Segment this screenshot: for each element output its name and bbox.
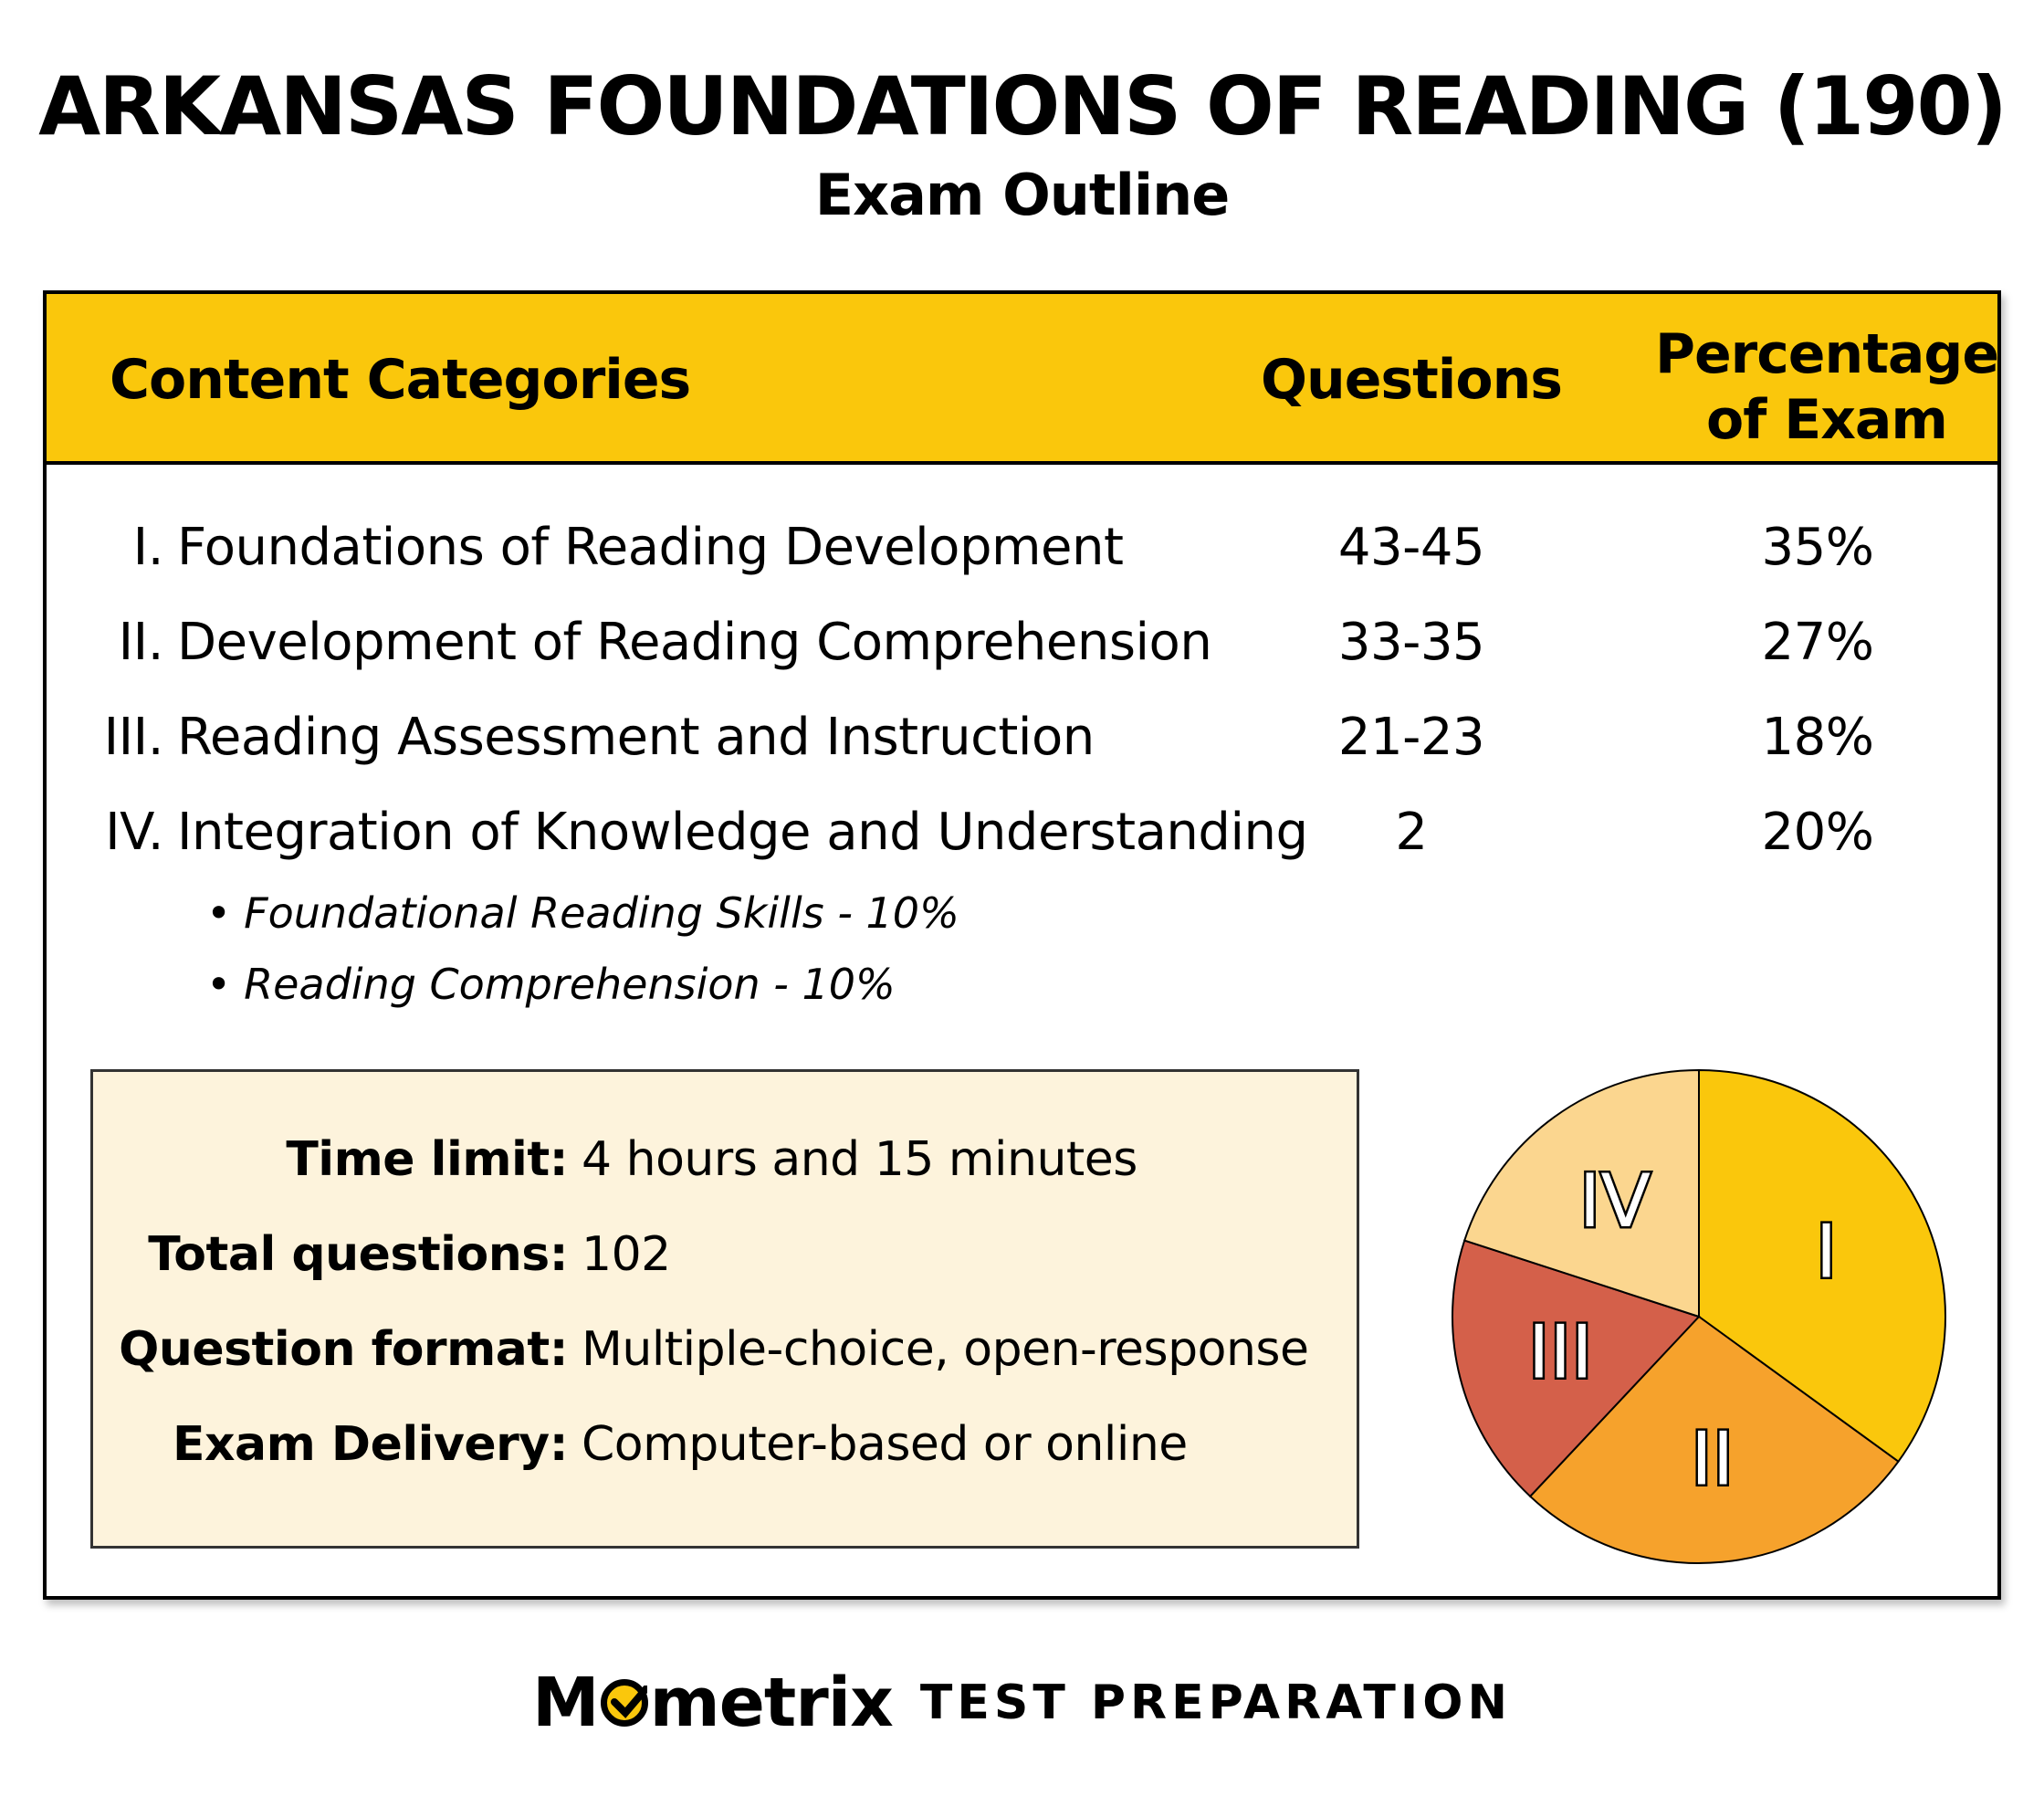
brand-letter-m: M <box>532 1664 599 1742</box>
row-number: II. <box>118 613 163 672</box>
info-label: Question format: <box>119 1322 568 1377</box>
table-header <box>47 294 1997 465</box>
header-percentage-line1: Percentage <box>1654 322 1999 386</box>
subitem-reading-comprehension <box>206 957 896 1012</box>
row-percent: 35% <box>1761 518 1874 577</box>
page-subtitle: Exam Outline <box>814 162 1230 228</box>
row-questions: 21-23 <box>1337 708 1485 767</box>
brand-tagline: TEST PREPARATION <box>919 1675 1512 1730</box>
row-category: Reading Assessment and Instruction <box>177 708 1095 767</box>
brand-wordmark <box>532 1664 893 1742</box>
row-percent: 18% <box>1761 708 1874 767</box>
info-label: Exam Delivery: <box>172 1417 568 1472</box>
pie-label-iv: IV <box>1578 1158 1651 1244</box>
info-value: Computer-based or online <box>582 1417 1188 1472</box>
table-row <box>47 606 1997 679</box>
table-row <box>47 701 1997 774</box>
info-row-question-format <box>93 1313 1362 1386</box>
exam-outline-card <box>43 290 2001 1600</box>
pie-label-i: I <box>1815 1209 1838 1295</box>
info-label: Time limit: <box>286 1132 568 1187</box>
info-value: 102 <box>582 1227 671 1282</box>
table-row <box>47 511 1997 584</box>
row-percent: 27% <box>1761 613 1874 672</box>
row-category: Integration of Knowledge and Understanding <box>177 803 1308 862</box>
header-questions: Questions <box>1260 348 1563 412</box>
info-row-total-questions <box>93 1218 1362 1291</box>
row-percent: 20% <box>1761 803 1874 862</box>
header-percentage <box>1599 321 2044 453</box>
bullet-icon: • <box>206 888 232 938</box>
exam-info-box <box>90 1069 1359 1549</box>
row-category: Foundations of Reading Development <box>177 518 1124 577</box>
row-questions: 43-45 <box>1337 518 1485 577</box>
info-label: Total questions: <box>148 1227 568 1282</box>
row-number: III. <box>103 708 163 767</box>
bullet-icon: • <box>206 960 232 1009</box>
info-row-exam-delivery <box>93 1408 1362 1481</box>
info-value: 4 hours and 15 minutes <box>582 1132 1137 1187</box>
row-questions: 33-35 <box>1337 613 1485 672</box>
pie-label-ii: II <box>1691 1416 1735 1502</box>
row-category: Development of Reading Comprehension <box>177 613 1212 672</box>
table-row <box>47 796 1997 869</box>
row-questions: 2 <box>1395 803 1428 862</box>
subitem-text: Foundational Reading Skills - 10% <box>244 888 959 938</box>
info-value: Multiple-choice, open-response <box>582 1322 1309 1377</box>
row-number: I. <box>132 518 163 577</box>
pie-label-iii: III <box>1527 1309 1593 1395</box>
percentage-pie-chart <box>1434 1052 1964 1581</box>
checkmark-icon <box>601 1679 648 1727</box>
brand-letters: metrix <box>649 1664 893 1742</box>
footer-logo <box>0 1664 2044 1742</box>
page-title: ARKANSAS FOUNDATIONS OF READING (190) <box>38 59 2006 153</box>
subitem-text: Reading Comprehension - 10% <box>244 960 896 1009</box>
row-number: IV. <box>105 803 163 862</box>
subitem-foundational-skills <box>206 886 959 940</box>
header-content-categories: Content Categories <box>110 348 691 412</box>
info-row-time-limit <box>93 1123 1362 1196</box>
header-percentage-line2: of Exam <box>1706 388 1947 452</box>
